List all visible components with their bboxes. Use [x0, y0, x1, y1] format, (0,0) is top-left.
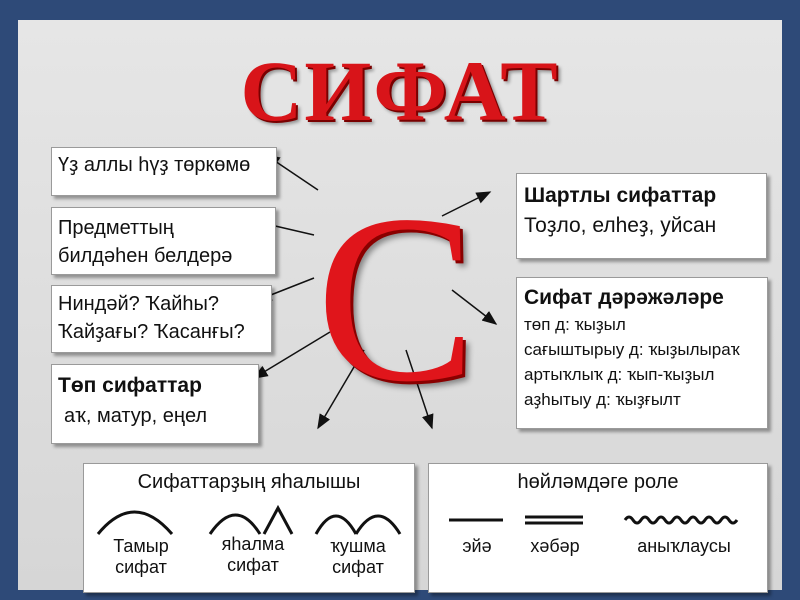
center-letter: С [316, 165, 477, 431]
conditional-adjectives-box [516, 173, 767, 259]
role-predicate: хәбәр [530, 536, 580, 556]
formation-item-derived [208, 534, 298, 576]
conditional-adjectives-examples: Тоҙло, елһеҙ, уйсан [524, 214, 717, 237]
underline-markers [429, 508, 769, 538]
adjective-degrees-box [516, 277, 768, 429]
sentence-role-title: һөйләмдәге роле [517, 471, 679, 493]
formation-item-line2: сифат [332, 557, 384, 577]
conditional-adjectives-title: Шартлы сифаттар [524, 184, 717, 207]
object-attribute-line2: билдәһен белдерә [58, 245, 233, 267]
sentence-role-box [428, 463, 768, 593]
formation-box [83, 463, 415, 593]
degree-item: төп д: ҡыҙыл [524, 315, 626, 334]
formation-item-compound [312, 536, 404, 578]
formation-item-line1: яһалма [221, 534, 285, 554]
root-arc-icon [98, 512, 172, 534]
degree-item: сағыштырыу д: ҡыҙылыраҡ [524, 340, 740, 359]
object-attribute-line1: Предметтың [58, 217, 174, 239]
basic-adjectives-title: Төп сифаттар [58, 374, 202, 397]
basic-adjectives-examples: аҡ, матур, еңел [64, 405, 208, 427]
formation-item-line1: Тамыр [113, 536, 169, 556]
adjective-degrees-title: Сифат дәрәжәләре [524, 286, 724, 309]
role-subject: эйә [462, 536, 492, 556]
formation-item-root [96, 536, 186, 578]
derived-wedge-icon [264, 508, 292, 534]
derived-arc-icon [210, 515, 260, 534]
degree-item: артыҡлыҡ д: ҡып-ҡыҙыл [524, 365, 715, 384]
slide-title: СИФАТ [240, 43, 560, 139]
formation-title: Сифаттарҙың яһалышы [137, 471, 361, 493]
role-attribute: аныҡлаусы [637, 536, 731, 556]
questions-box [51, 285, 272, 353]
questions-line2: Ҡайҙағы? Ҡасанғы? [58, 321, 245, 343]
compound-arc2-icon [356, 516, 400, 534]
independent-word-group-box [51, 147, 277, 196]
compound-arc1-icon [316, 516, 356, 534]
attribute-wavy-underline-icon [625, 517, 737, 523]
formation-item-line2: сифат [115, 557, 167, 577]
slide [18, 20, 782, 590]
formation-item-line2: сифат [227, 555, 279, 575]
independent-word-group-text: Үҙ аллы һүҙ төркөмө [58, 154, 251, 176]
degree-item: аҙһытыу д: ҡыҙғылт [524, 390, 681, 409]
formation-item-line1: ҡушма [330, 536, 386, 556]
object-attribute-box [51, 207, 276, 275]
basic-adjectives-box [51, 364, 259, 444]
questions-line1: Ниндәй? Ҡайһы? [58, 293, 220, 315]
